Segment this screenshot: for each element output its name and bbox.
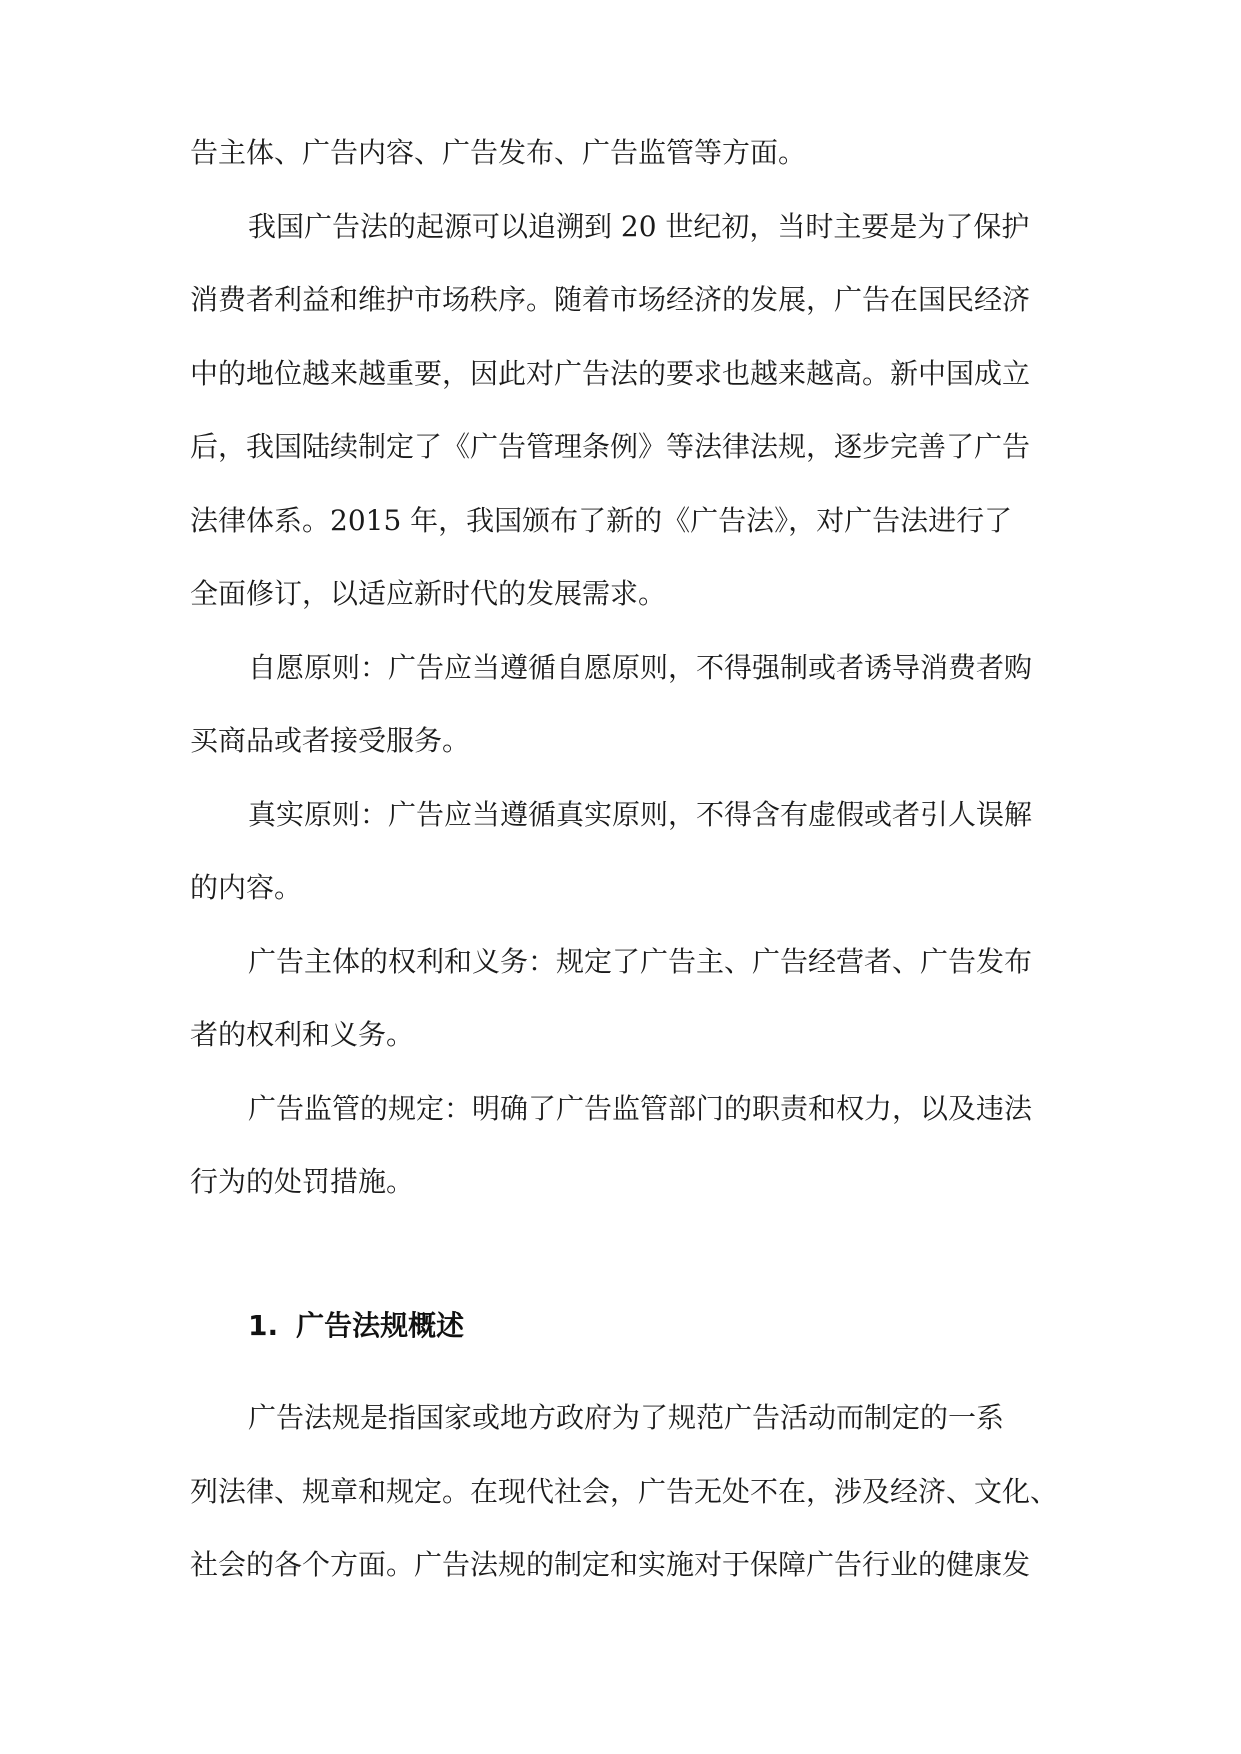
text-line: 的内容。 — [190, 871, 303, 904]
text-line: 广告监管的规定：明确了广告监管部门的职责和权力，以及违法 — [248, 1091, 1033, 1125]
text-line: 中的地位越来越重要，因此对广告法的要求也越来越高。新中国成立 — [190, 356, 1031, 390]
text-line: 行为的处罚措施。 — [190, 1165, 415, 1198]
section-heading — [248, 1306, 464, 1346]
body-text-section-b — [190, 1381, 1059, 1602]
text-line: 我国广告法的起源可以追溯到 20 世纪初，当时主要是为了保护 — [248, 209, 1030, 243]
text-line: 者的权利和义务。 — [190, 1018, 415, 1051]
text-line: 消费者利益和维护市场秩序。随着市场经济的发展，广告在国民经济 — [190, 283, 1031, 316]
text-line: 自愿原则：广告应当遵循自愿原则，不得强制或者诱导消费者购 — [248, 650, 1033, 684]
heading-title: 广告法规概述 — [296, 1309, 465, 1342]
heading-number: 1. — [248, 1309, 279, 1342]
text-line: 真实原则：广告应当遵循真实原则，不得含有虚假或者引人误解 — [248, 797, 1033, 831]
text-line: 后，我国陆续制定了《广告管理条例》等法律法规，逐步完善了广告 — [190, 430, 1031, 463]
text-line: 广告主体的权利和义务：规定了广告主、广告经营者、广告发布 — [248, 944, 1033, 978]
text-line: 全面修订，以适应新时代的发展需求。 — [190, 577, 667, 610]
text-line: 社会的各个方面。广告法规的制定和实施对于保障广告行业的健康发 — [190, 1548, 1031, 1581]
text-line: 广告法规是指国家或地方政府为了规范广告活动而制定的一系 — [248, 1401, 1005, 1434]
text-line: 法律体系。2015 年，我国颁布了新的《广告法》，对广告法进行了 — [190, 503, 1013, 537]
text-line: 买商品或者接受服务。 — [190, 724, 471, 757]
body-text-section-a — [190, 116, 1050, 1219]
text-line: 列法律、规章和规定。在现代社会，广告无处不在，涉及经济、文化、 — [190, 1474, 1059, 1508]
text-line: 告主体、广告内容、广告发布、广告监管等方面。 — [190, 136, 807, 169]
